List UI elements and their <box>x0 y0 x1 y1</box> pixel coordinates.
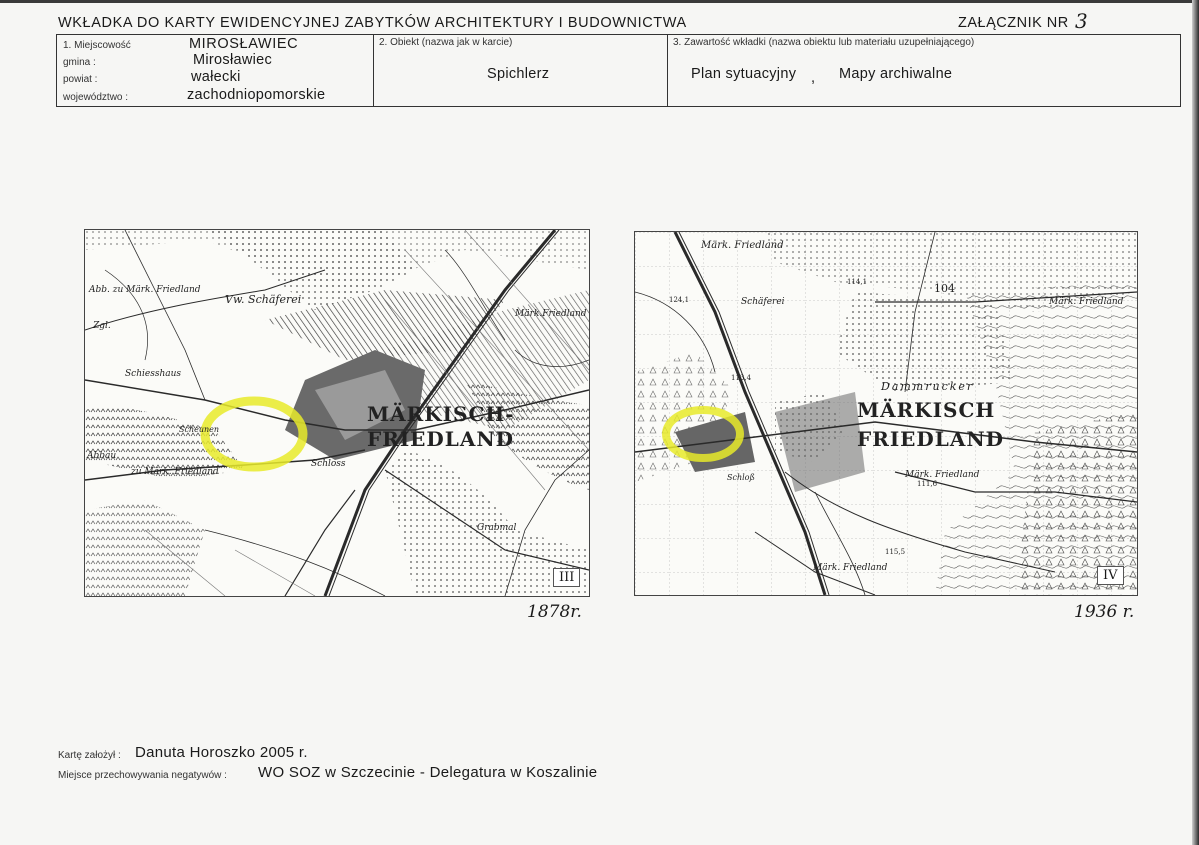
scan-edge-right <box>1192 0 1199 845</box>
field1-value: MIROSŁAWIEC <box>189 36 299 52</box>
form-header-table <box>56 34 1181 107</box>
historic-map-1878 <box>84 229 590 597</box>
map-label-mark-mid: Märk. Friedland <box>905 470 980 480</box>
map-roman-iv: IV <box>1097 566 1124 585</box>
map-label-mark-right: Märk. Friedland <box>1049 297 1124 307</box>
map-label-n114: 114,1 <box>847 278 868 286</box>
map-label-abbau: Abbau <box>87 451 117 461</box>
map-label-n1155: 115,5 <box>885 548 906 556</box>
map-label-mark-top: Märk. Friedland <box>701 240 784 251</box>
map-label-grabmal: Grabmal <box>477 523 517 533</box>
map-label-schiesshaus: Schiesshaus <box>125 369 182 379</box>
field3-value-a: Plan sytuacyjny <box>691 66 797 82</box>
powiat-label: powiat : <box>63 74 98 85</box>
map-label-mark-bot: Märk. Friedland <box>813 563 888 573</box>
map-label-n1116: 111,6 <box>917 480 938 488</box>
wojewodztwo-label: województwo : <box>63 92 129 103</box>
field3-separator: , <box>811 70 816 86</box>
wojewodztwo-value: zachodniopomorskie <box>187 87 326 103</box>
historic-map-1936 <box>634 231 1138 596</box>
map-label-damm: Dammrucker <box>881 380 975 393</box>
storage-label: Miejsce przechowywania negatywów : <box>58 770 227 781</box>
gmina-label: gmina : <box>63 57 96 68</box>
map-label-scheune: Scheunen <box>179 425 220 434</box>
map-label-schloss: Schloß <box>727 473 755 482</box>
scan-edge-top <box>0 0 1199 3</box>
map-label-n113: 113,4 <box>731 374 752 382</box>
annex-number: 3 <box>1075 9 1088 33</box>
form-divider-1 <box>373 35 374 106</box>
map-1878-drawing <box>85 230 589 596</box>
map-year-1878: 1878r. <box>527 602 582 622</box>
map-label-n124: 124,1 <box>669 296 690 304</box>
map-roman-iii: III <box>553 568 580 587</box>
map-label-town-2: FRIEDLAND <box>367 427 514 451</box>
map-label-schaferei: Schäferei <box>741 297 785 307</box>
map-label-town-1: MÄRKISCH- <box>367 402 515 426</box>
map-year-1936: 1936 r. <box>1074 602 1135 622</box>
form-divider-2 <box>667 35 668 106</box>
map-label-ziegel: Zgl. <box>93 321 111 331</box>
map-label-mark2: Märk.Friedland <box>515 309 587 319</box>
powiat-value: wałecki <box>191 69 241 85</box>
field2-label: 2. Obiekt (nazwa jak w karcie) <box>379 37 513 48</box>
field2-value: Spichlerz <box>487 66 550 82</box>
map-label-zu: zu Märk. Friedland <box>131 467 219 477</box>
map-label-schloss: Schloss <box>311 459 346 469</box>
map-label-town-1: MÄRKISCH <box>857 398 996 422</box>
map-1936-drawing <box>635 232 1137 595</box>
field3-label: 3. Zawartość wkładki (nazwa obiektu lub materiału uzupełniającego) <box>673 37 975 48</box>
field1-label: 1. Miejscowość <box>63 40 131 51</box>
map-label-schaferei: Vw. Schäferei <box>225 293 302 306</box>
author-value: Danuta Horoszko 2005 r. <box>135 744 308 761</box>
gmina-value: Mirosławiec <box>193 52 273 68</box>
author-label: Kartę założył : <box>58 750 121 761</box>
document-title: WKŁADKA DO KARTY EWIDENCYJNEJ ZABYTKÓW ARCHITEKTURY I BUDOWNICTWA <box>58 15 687 31</box>
field3-value-b: Mapy archiwalne <box>839 66 953 82</box>
map-label-n104: 104 <box>934 282 955 295</box>
map-label-abb: Abb. zu Märk. Friedland <box>89 285 201 295</box>
annex-label: ZAŁĄCZNIK NR <box>958 15 1069 31</box>
map-label-town-2: FRIEDLAND <box>857 427 1004 451</box>
storage-value: WO SOZ w Szczecinie - Delegatura w Koszalinie <box>258 764 598 781</box>
